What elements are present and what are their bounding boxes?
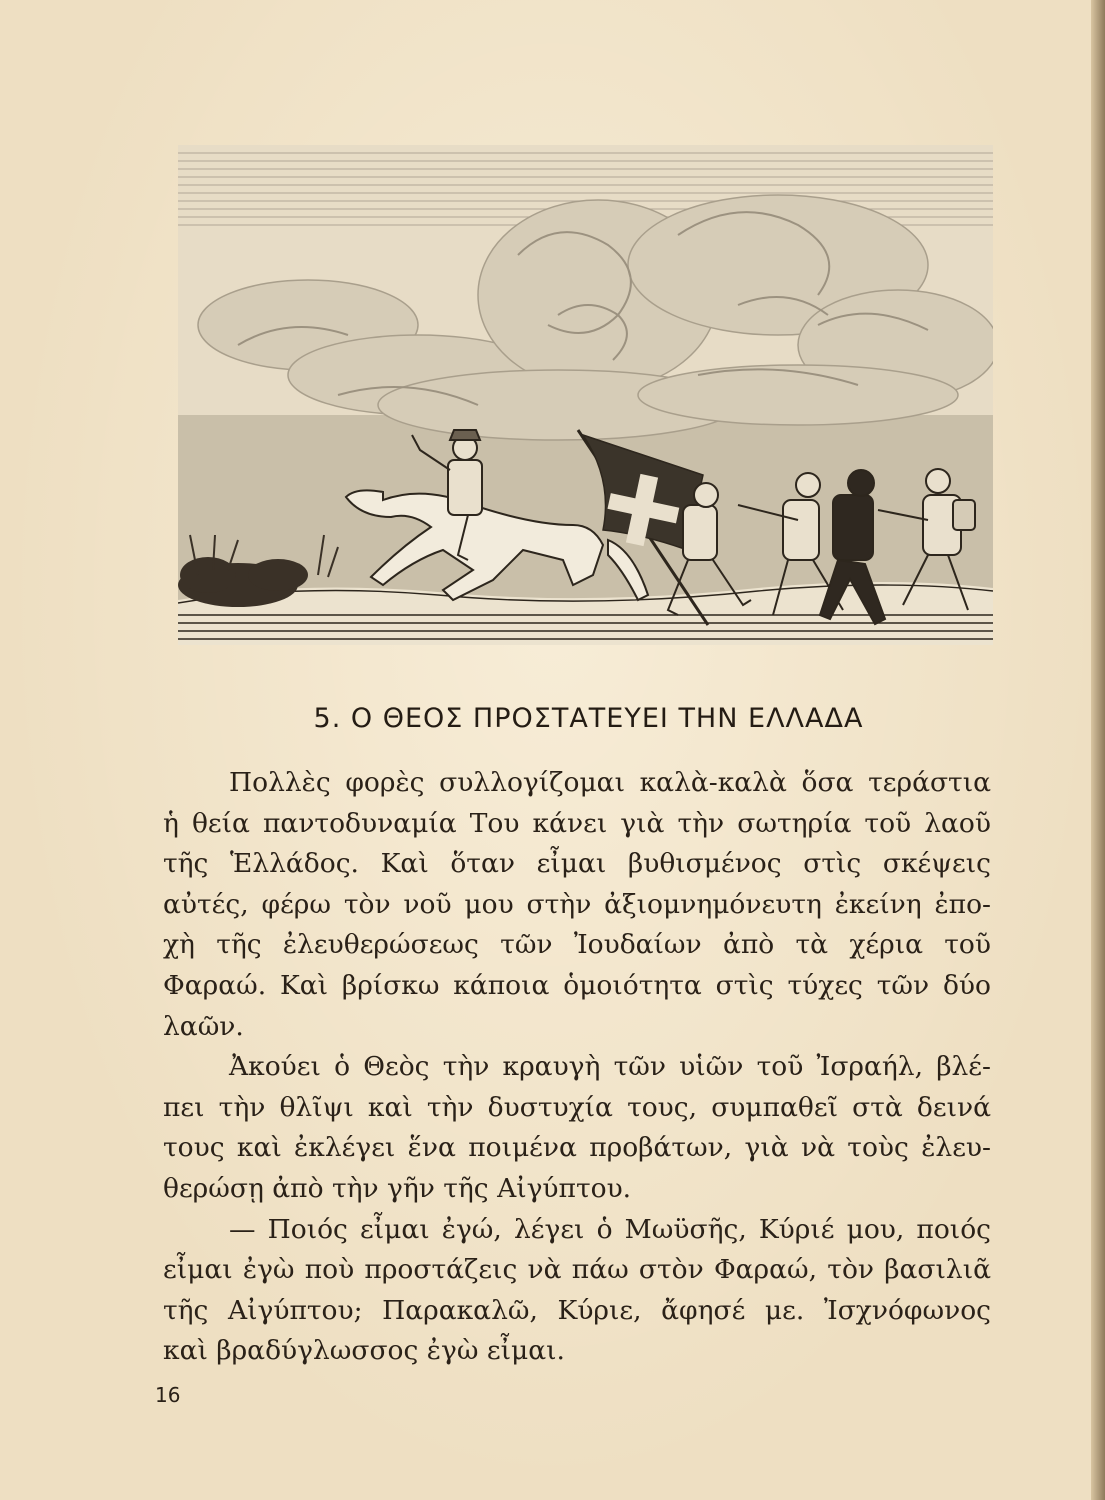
text-line: Πολλὲς φορὲς συλλογίζομαι καλὰ-καλὰ ὅσα τεράστια: [229, 767, 991, 798]
text-line: τῆς Ἑλλάδος. Καὶ ὅταν εἶμαι βυθισμένος στὶς σκέψεις: [163, 848, 991, 880]
body-text: [163, 763, 991, 1372]
text-line: λαῶν.: [163, 1010, 244, 1042]
text-line: εἶμαι ἐγὼ ποὺ προστάζεις νὰ πάω στὸν Φαραώ, τὸν βασιλιᾶ: [163, 1254, 991, 1286]
illustration-soldiers-flag-cloud-god: [178, 145, 993, 645]
text-line: καὶ βραδύγλωσσος ἐγὼ εἶμαι.: [163, 1335, 565, 1367]
text-line: πει τὴν θλῖψι καὶ τὴν δυστυχία τους, συμπαθεῖ στὰ δεινά: [163, 1091, 991, 1123]
chapter-title-text: 5. Ο ΘΕΟΣ ΠΡΟΣΤΑΤΕΥΕΙ ΤΗΝ ΕΛΛΑΔΑ: [313, 703, 864, 734]
text-line: — Ποιός εἶμαι ἐγώ, λέγει ὁ Μωϋσῆς, Κύριέ μου, ποιός: [229, 1213, 991, 1245]
text-line: ἡ θεία παντοδυναμία Του κάνει γιὰ τὴν σωτηρία τοῦ λαοῦ: [163, 807, 991, 839]
page-number: 16: [155, 1383, 181, 1407]
text-line: χὴ τῆς ἐλευθερώσεως τῶν Ἰουδαίων ἀπὸ τὰ χέρια τοῦ: [163, 929, 991, 961]
text-line: Φαραώ. Καὶ βρίσκω κάποια ὁμοιότητα στὶς τύχες τῶν δύο: [163, 969, 991, 1001]
illustration-drawing: [178, 145, 993, 645]
text-line: θερώσῃ ἀπὸ τὴν γῆν τῆς Αἰγύπτου.: [163, 1172, 632, 1204]
text-line: αὐτές, φέρω τὸν νοῦ μου στὴν ἀξιομνημόνευτη ἐκείνη ἐπο-: [163, 888, 991, 920]
text-line: Ἀκούει ὁ Θεὸς τὴν κραυγὴ τῶν υἱῶν τοῦ Ἰσραήλ, βλέ-: [229, 1051, 991, 1083]
chapter-title: [0, 703, 1105, 734]
page-spine-edge: [1091, 0, 1105, 1500]
text-line: τους καὶ ἐκλέγει ἕνα ποιμένα προβάτων, γιὰ νὰ τοὺς ἐλευ-: [163, 1132, 991, 1164]
text-line: τῆς Αἰγύπτου; Παρακαλῶ, Κύριε, ἄφησέ με. Ἰσχνόφωνος: [163, 1294, 991, 1326]
